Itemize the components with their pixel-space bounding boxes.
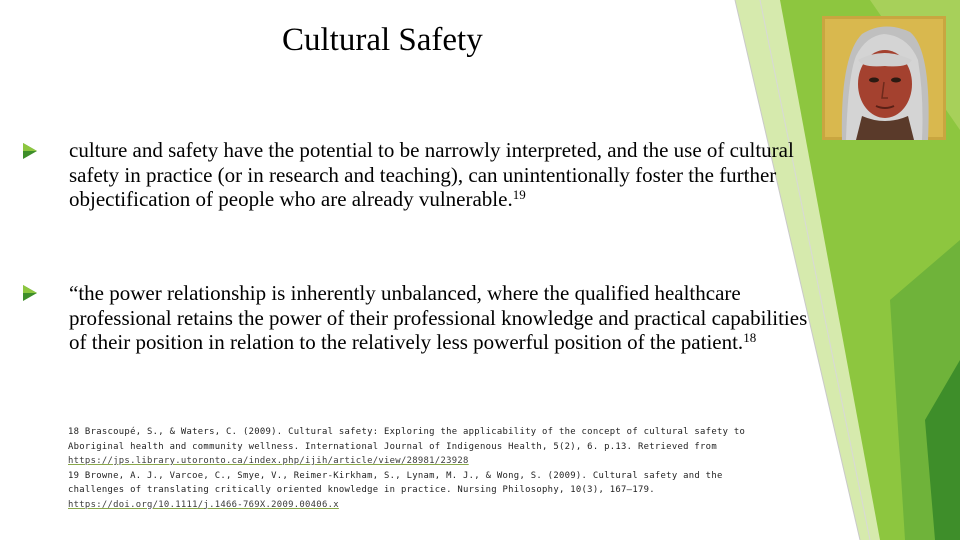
reference-19-line-2: challenges of translating critically oriented knowledge in practice. Nursing Philosophy, 10(3), 167–179. <box>68 485 655 495</box>
bullet-text-2 <box>69 281 814 355</box>
portrait-image <box>822 16 946 140</box>
reference-18-line-1: 18 Brascoupé, S., & Waters, C. (2009). Cultural safety: Exploring the applicability of the concept of cultural safety to <box>68 427 746 437</box>
bullet-1-body: culture and safety have the potential to be narrowly interpreted, and the use of cultural safety in practice (or in research and teaching), can unintentionally foster the further objectification of people who are already vulnerable. <box>69 138 794 211</box>
reference-19-line-1: 19 Browne, A. J., Varcoe, C., Smye, V., Reimer-Kirkham, S., Lynam, M. J., & Wong, S. (2009). Cultural safety and the <box>68 470 723 481</box>
reference-18-link[interactable]: https://jps.library.utoronto.ca/index.php/ijih/article/view/28981/23928 <box>68 456 469 466</box>
references-block <box>68 425 746 512</box>
bullet-2-footnote: 18 <box>743 330 757 345</box>
triangle-bullet-icon <box>20 141 40 161</box>
reference-18-line-2: Aboriginal health and community wellness. International Journal of Indigenous Health, 5(2), 6. p.13. Retrieved from <box>68 441 717 452</box>
bullet-text-1 <box>69 138 814 212</box>
bullet-1-footnote: 19 <box>512 187 526 202</box>
slide-title: Cultural Safety <box>282 22 483 58</box>
bullet-2-body: “the power relationship is inherently unbalanced, where the qualified healthcare professional retains the power of their professional knowledge and practical capabilities of their position in relation to the relatively less powerful position of the patient. <box>69 281 808 354</box>
reference-19-link[interactable]: https://doi.org/10.1111/j.1466-769X.2009.00406.x <box>68 499 339 510</box>
triangle-bullet-icon <box>20 283 40 303</box>
